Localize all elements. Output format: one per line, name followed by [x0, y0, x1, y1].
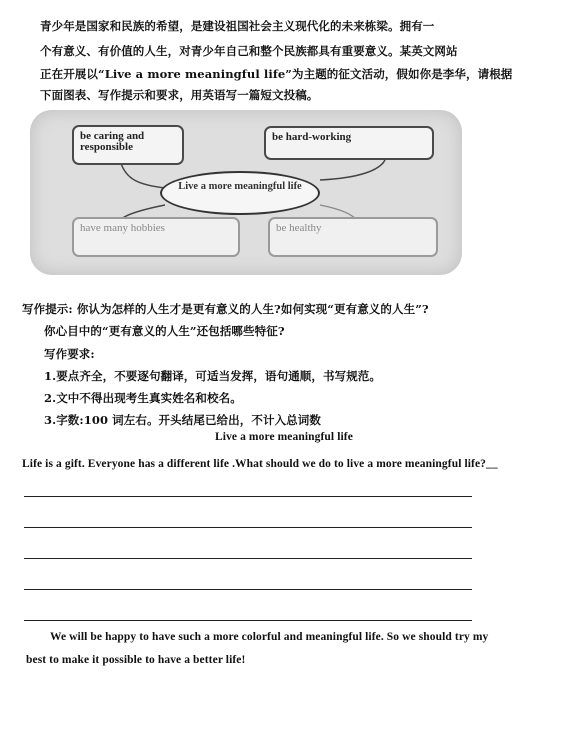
intro-line-2: 个有意义、有价值的人生，对青少年自己和整个民族都具有重要意义。某英文网站	[40, 44, 458, 58]
intro-line-4: 下面图表、写作提示和要求，用英语写一篇短文投稿。	[40, 88, 319, 102]
essay-title: Live a more meaningful life	[215, 431, 353, 443]
answer-line-3[interactable]	[24, 558, 472, 559]
essay-opening: Life is a gift. Everyone has a different life .What should we do to live a more meaningful life?__	[22, 458, 498, 470]
answer-line-2[interactable]	[24, 527, 472, 528]
essay-closing-1: We will be happy to have such a more colorful and meaningful life. So we should try my	[50, 631, 489, 643]
hint-line-2: 你心目中的“更有意义的人生”还包括哪些特征?	[44, 324, 285, 338]
intro-line-3: 正在开展以“Live a more meaningful life”为主题的征文活动，假如你是李华，请根据	[40, 67, 513, 81]
intro-line-1: 青少年是国家和民族的希望，是建设祖国社会主义现代化的未来栋梁。拥有一	[40, 19, 435, 33]
requirement-3: 3.字数:100 词左右。开头结尾已给出，不计入总词数	[44, 413, 321, 427]
essay-closing-2: best to make it possible to have a better life!	[26, 654, 246, 666]
box-many-hobbies: have many hobbies	[72, 217, 240, 257]
center-topic-text: Live a more meaningful life	[178, 181, 302, 192]
box-healthy: be healthy	[268, 217, 438, 257]
requirement-1: 1.要点齐全，不要逐句翻译，可适当发挥，语句通顺，书写规范。	[44, 369, 382, 383]
box-caring-responsible: be caring and responsible	[72, 125, 184, 165]
answer-line-1[interactable]	[24, 496, 472, 497]
box-hard-working: be hard-working	[264, 126, 434, 160]
answer-line-5[interactable]	[24, 620, 472, 621]
hint-line-1: 写作提示: 你认为怎样的人生才是更有意义的人生?如何实现“更有意义的人生”?	[22, 302, 429, 316]
requirements-title: 写作要求:	[44, 347, 95, 361]
requirement-2: 2.文中不得出现考生真实姓名和校名。	[44, 391, 242, 405]
answer-line-4[interactable]	[24, 589, 472, 590]
center-topic-ellipse	[160, 171, 320, 215]
